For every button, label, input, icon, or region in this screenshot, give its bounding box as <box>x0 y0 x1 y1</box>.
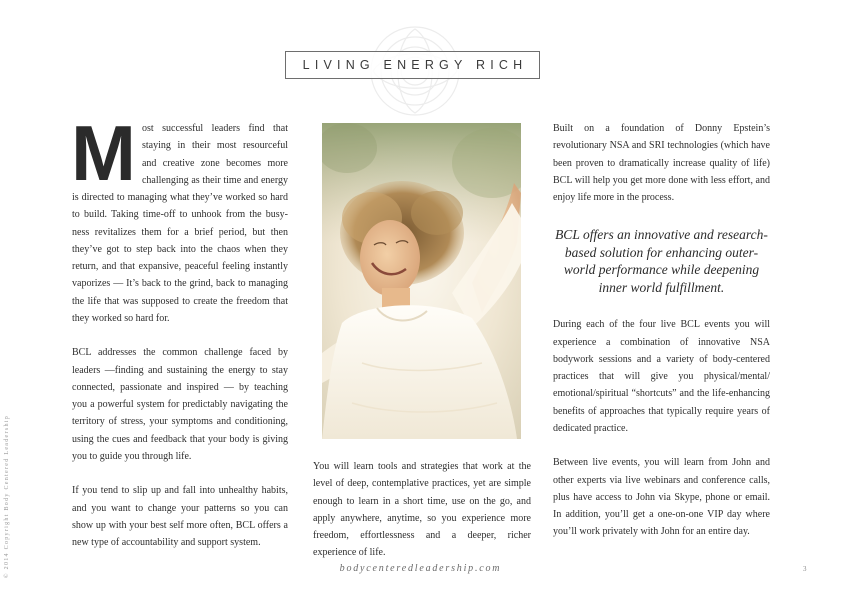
habits-paragraph: If you tend to slip up and fall into unhealthy habits, and you want to change your patterns so you can show up with your best self more often, BCL offers a new type of accountability and support system. <box>72 485 288 548</box>
page-number: 3 <box>803 565 807 573</box>
pull-quote: BCL offers an innovative and research-based solution for enhancing outer-world performance while deepening inner world fulfillment. <box>555 227 768 295</box>
foundation-paragraph: Built on a foundation of Donny Epstein’s revolutionary NSA and SRI technologies (which have been proven to dramatically increase quality of life) BCL will help you get more done with less effort, and enjoy life more in the process. <box>553 123 770 203</box>
woman-photo <box>322 123 521 439</box>
webinars-paragraph: Between live events, you will learn from John and other experts via live webinars and conference calls, plus have access to John via Skype, phone or email. In addition, you’ll get a one-on-one VIP day where you’ll work privately with John for an entire day. <box>553 457 770 538</box>
right-column <box>553 120 770 541</box>
intro-paragraph: ost successful leaders find that staying in their most resourceful and creative zone becomes more challenging as their time and energy is directed to managing what they’ve worked so hard to build. Taking time-off to unhook from the busy-ness revitalizes them for a brief period, but then they’ve got to step back into the chaos when they return, and that expansive, peaceful feeling instantly vaporizes — It’s back to the grind, back to managing the life that was supposed to create the freedom that they worked so hard for. <box>72 123 288 324</box>
title-banner <box>285 51 540 79</box>
center-column <box>313 458 531 562</box>
footer-url: bodycenteredleadership.com <box>339 563 502 574</box>
challenge-paragraph: BCL addresses the common challenge faced by leaders —finding and sustaining the energy to stay connected, passionate and inspired — by teaching you a powerful system for predictably navigating the territory of stress, your symptoms and conditioning, using the cues and feedback that your body is giving you to guide you through life. <box>72 347 288 462</box>
events-paragraph: During each of the four live BCL events you will experience a combination of innovative NSA bodywork sessions and a variety of body-centered practices that will give you physical/mental/ emotional/spiritual “shortcuts” and the life-enhancing benefits of approaches that typically require years of dedicated practice. <box>553 319 770 434</box>
tools-paragraph: You will learn tools and strategies that work at the level of deep, contemplative practices, yet are simple enough to learn in a short time, use on the go, and apply anywhere, anytime, so you experience more freedom, effortlessness and a deeper, richer experience of life. <box>313 461 531 559</box>
left-column <box>71 109 288 551</box>
drop-cap: M <box>71 109 134 197</box>
page-title: LIVING ENERGY RICH <box>302 58 528 72</box>
copyright-notice: © 2014 Copyright Body Centered Leadership <box>4 414 10 578</box>
